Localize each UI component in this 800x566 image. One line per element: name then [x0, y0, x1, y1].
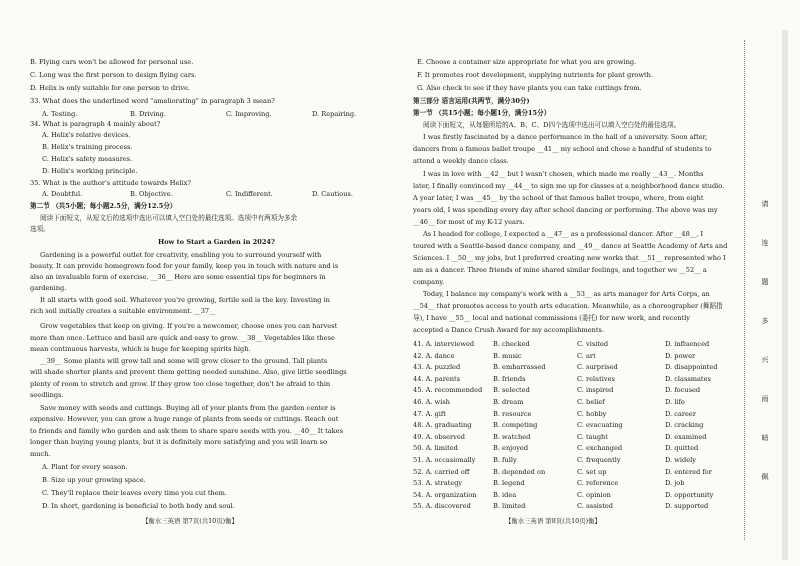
- choice-option: 45. A. recommended: [413, 386, 483, 395]
- q35-option-d: D. Cautious.: [312, 190, 353, 198]
- side-char: 连: [761, 239, 769, 247]
- choice-option: C. assisted: [577, 502, 613, 511]
- page-footer: 【衡水三英语 第7页(共10页)衡】: [142, 517, 238, 525]
- part3-header: 第三部分 语言运用(共两节，满分30分): [413, 97, 530, 105]
- choice-option: C. art: [577, 351, 596, 360]
- choice-option: D. entered for: [665, 467, 712, 476]
- passage-line: am as a dancer. Three friends of mine shared similar feelings, and together we __52__ a: [413, 266, 707, 274]
- q34-option-d: D. Helix's working principle.: [42, 167, 138, 175]
- passage-line: attend a weekly dance class.: [413, 157, 509, 165]
- side-char: 暗: [761, 434, 769, 442]
- choice-option: C. set up: [577, 467, 607, 476]
- scan-margin-bar: [782, 30, 788, 560]
- q33-stem: 33. What does the underlined word "ameliorating" in paragraph 3 mean?: [30, 97, 275, 105]
- article-line: also an invaluable form of exercise. __36__ Here are some essential tips for beginners in: [30, 273, 326, 281]
- choice-option: C. visited: [577, 340, 609, 348]
- q35-option-c: C. Indifferent.: [226, 190, 273, 198]
- choice-option: D. influenced: [665, 340, 710, 348]
- page-7: [30, 0, 402, 566]
- q35-stem: 35. What is the author's attitude towards Helix?: [30, 179, 191, 187]
- choice-option: C. hobby: [577, 409, 607, 418]
- passage-line: later, I finally convinced my __44__ to sign me up for classes at a neighborhood dance studio.: [413, 182, 725, 190]
- choice-option: C. surprised: [577, 363, 618, 372]
- q35-option-a: A. Doubtful.: [42, 190, 83, 198]
- q32-option-c: C. Long was the first person to design flying cars.: [30, 71, 197, 79]
- q34-option-a: A. Helix's relative devices.: [42, 131, 131, 139]
- article-line: to friends and family who garden and ask them to share spare seeds with you. __40__ It takes: [30, 427, 343, 435]
- section1-instructions: 阅读下面短文，从每题所给的A、B、C、D四个选项中选出可以填入空白处的最佳选项。: [423, 121, 681, 129]
- choice-option: D. classmates: [665, 374, 711, 383]
- gap-option-c: C. They'll replace their leaves every time you cut them.: [42, 489, 227, 497]
- passage-line: dancers from a famous ballet troupe __41__ my school and chose a handful of students to: [413, 145, 712, 153]
- choice-option: B. enjoyed: [493, 444, 529, 453]
- passage-line: As I headed for college, I expected a __47__ as a professional dancer. After __48__, I: [423, 230, 704, 238]
- choice-option: D. supported: [665, 502, 709, 511]
- choice-option: D. examined: [665, 432, 707, 441]
- passage-line: company.: [413, 278, 445, 286]
- choice-option: 53. A. strategy: [413, 479, 463, 488]
- choice-option: C. taught: [577, 432, 608, 441]
- article-line: gardening.: [30, 284, 67, 292]
- choice-option: D. opportunity: [665, 490, 714, 499]
- section2-header: 第二节 （共5小题；每小题2.5分，满分12.5分）: [30, 202, 177, 210]
- passage-line: Today, I balance my company's work with a __53__ as arts manager for Arts Corps, an: [423, 290, 710, 298]
- choice-option: C. inspired: [577, 386, 614, 395]
- article-line: Gardening is a powerful outlet for creativity, enabling you to surround yourself with: [40, 251, 322, 259]
- choice-option: 41. A. interviewed: [413, 340, 475, 348]
- q33-option-a: A. Testing.: [42, 110, 78, 118]
- side-char: 雨: [761, 395, 769, 403]
- choice-option: B. competing: [493, 421, 538, 430]
- passage-line: A year later, I was __45__ by the school of that famous ballet troupe, where, from eight: [413, 194, 704, 202]
- choice-option: 43. A. puzzled: [413, 363, 461, 372]
- choice-option: 42. A. dance: [413, 351, 455, 360]
- section1-header: 第一节 （共15小题；每小题1分，满分15分）: [413, 109, 551, 117]
- gap-option-a: A. Plant for every season.: [42, 463, 128, 471]
- gap-option-g: G. Also check to see if they have plants you can take cuttings from.: [417, 84, 642, 92]
- passage-line: years old, I was spending every day after school dancing or performing. The above was my: [413, 206, 718, 214]
- choice-option: D. job: [665, 479, 685, 488]
- choice-option: B. watched: [493, 432, 531, 441]
- choice-option: B. checked: [493, 340, 530, 348]
- article-line: Grow vegetables that keep on giving. If you're a newcomer, choose ones you can harvest: [40, 322, 338, 330]
- choice-option: 47. A. gift: [413, 409, 446, 418]
- choice-option: B. friends: [493, 374, 526, 383]
- choice-option: D. quitted: [665, 444, 699, 453]
- choice-option: D. career: [665, 409, 696, 418]
- passage-line: accepted a Dance Crush Award for my accomplishments.: [413, 326, 605, 334]
- q33-option-c: C. Improving.: [226, 110, 272, 118]
- q34-option-c: C. Helix's safety measures.: [42, 155, 133, 163]
- choice-option: C. relatives: [577, 374, 615, 383]
- choice-option: B. embarrassed: [493, 363, 546, 372]
- article-line: Save money with seeds and cuttings. Buying all of your plants from the garden center is: [40, 404, 336, 412]
- choice-option: B. resource: [493, 409, 532, 418]
- choice-option: C. belief: [577, 398, 605, 406]
- choice-option: 50. A. limited: [413, 444, 458, 453]
- gap-option-e: E. Choose a container size appropriate for what you are growing.: [417, 58, 637, 66]
- passage-line: __54__ that promotes access to youth arts education. Meanwhile, as a choreographer (舞蹈指: [413, 302, 723, 310]
- choice-option: 44. A. parents: [413, 374, 461, 383]
- section2-instructions-line: 选项。: [30, 225, 50, 233]
- choice-option: B. limited: [493, 502, 526, 511]
- page-footer: 【衡水三英语 第8页(共10页)衡】: [505, 517, 601, 525]
- choice-option: D. cracking: [665, 421, 704, 430]
- choice-option: D. life: [665, 398, 685, 406]
- gap-option-d: D. In short, gardening is beneficial to both body and soul.: [42, 502, 235, 510]
- q32-option-d: D. Helix is only suitable for one person to drive.: [30, 84, 191, 92]
- choice-option: 51. A. occasionally: [413, 456, 476, 464]
- passage-line: Sciences. I __50__ my jobs, but I preferred creating new works that __51__ represented who I: [413, 254, 726, 262]
- choice-option: D. widely: [665, 456, 696, 464]
- article-line: will shade shorter plants and prevent them getting needed sunshine. Also, give little seedlings: [30, 368, 347, 376]
- q34-stem: 34. What is paragraph 4 mainly about?: [30, 120, 161, 128]
- article-line: rich soil initially creates a suitable environment. __37__: [30, 307, 216, 315]
- gap-option-f: F. It promotes root development, supplying nutrients for plant growth.: [417, 71, 653, 79]
- q33-option-d: D. Repairing.: [312, 110, 357, 118]
- choice-option: B. selected: [493, 386, 530, 395]
- article-line: beauty. It can provide homegrown food for your family, keep you in touch with nature and is: [30, 262, 339, 270]
- choice-option: B. idea: [493, 490, 517, 499]
- gap-option-b: B. Size up your growing space.: [42, 476, 146, 484]
- article-line: __39__ Some plants will grow tall and some will grow closer to the ground. Tall plants: [40, 357, 328, 365]
- choice-option: B. depended on: [493, 467, 546, 476]
- passage-line: I was firstly fascinated by a dance performance in the hall of a university. Soon after,: [423, 133, 708, 141]
- choice-option: D. focused: [665, 386, 701, 395]
- section2-instructions-line: 阅读下面短文，从短文后的选项中选出可以填入空白处的最佳选项。选项中有两项为多余: [40, 214, 298, 222]
- choice-option: B. fully: [493, 456, 517, 464]
- side-margin-text: [758, 200, 772, 512]
- q33-option-b: B. Driving.: [130, 110, 166, 118]
- choice-option: 48. A. graduating: [413, 421, 472, 430]
- passage-line: I was in love with __42__ but I wasn't chosen, which made me really __43__. Months: [423, 170, 704, 178]
- article-line: expensive. However, you can grow a huge range of plants from seeds or cuttings. Reach out: [30, 415, 339, 423]
- side-char: 兴: [761, 356, 769, 364]
- article-line: It all starts with good soil. Whatever you're growing, fertile soil is the key. Investing in: [40, 296, 330, 304]
- article-line: much.: [30, 450, 51, 458]
- choice-option: 52. A. carried off: [413, 467, 470, 476]
- q32-option-b: B. Flying cars won't be allowed for personal use.: [30, 58, 194, 66]
- binding-dotted-line: [744, 40, 746, 540]
- article-line: plenty of room to stretch and grow. If they grow too close together, don't be afraid to thin: [30, 380, 331, 388]
- side-char: 多: [761, 317, 769, 325]
- choice-option: 49. A. observed: [413, 432, 466, 441]
- choice-option: B. music: [493, 351, 522, 360]
- choice-option: C. frequently: [577, 456, 621, 464]
- article-line: seedlings.: [30, 391, 64, 399]
- choice-option: B. dream: [493, 398, 524, 406]
- choice-option: C. exchanged: [577, 444, 623, 453]
- choice-option: C. reference: [577, 479, 619, 488]
- choice-option: D. disappointed: [665, 363, 718, 372]
- choice-option: 55. A. discovered: [413, 502, 471, 511]
- choice-option: C. evacuating: [577, 421, 623, 430]
- choice-option: 54. A. organization: [413, 490, 477, 499]
- page-8: [413, 0, 733, 566]
- passage-line: __46__ for most of my K-12 years.: [413, 218, 525, 226]
- choice-option: D. power: [665, 351, 696, 360]
- article-line: mean continuous harvests, which is huge for keeping spirits high.: [30, 345, 251, 353]
- choice-option: B. legend: [493, 479, 525, 488]
- side-char: 请: [761, 200, 769, 208]
- article-line: longer than buying young plants, but it is definitely more satisfying and you will learn so: [30, 438, 328, 446]
- choice-option: 46. A. wish: [413, 398, 450, 406]
- article-title: How to Start a Garden in 2024?: [158, 238, 275, 246]
- passage-line: 导), I have __55__ local and national commissions (委托) for new work, and recently: [413, 314, 690, 322]
- side-char: 题: [761, 278, 769, 286]
- q34-option-b: B. Helix's training process.: [42, 143, 133, 151]
- article-line: more than once. Lettuce and basil are quick and easy to grow. __38__ Vegetables like these: [30, 334, 335, 342]
- q35-option-b: B. Objective.: [130, 190, 173, 198]
- choice-option: C. opinion: [577, 490, 611, 499]
- side-char: 佩: [761, 473, 769, 481]
- passage-line: toured with a Seattle-based dance company, and __49__ dance at Seattle Academy of Arts and: [413, 242, 728, 250]
